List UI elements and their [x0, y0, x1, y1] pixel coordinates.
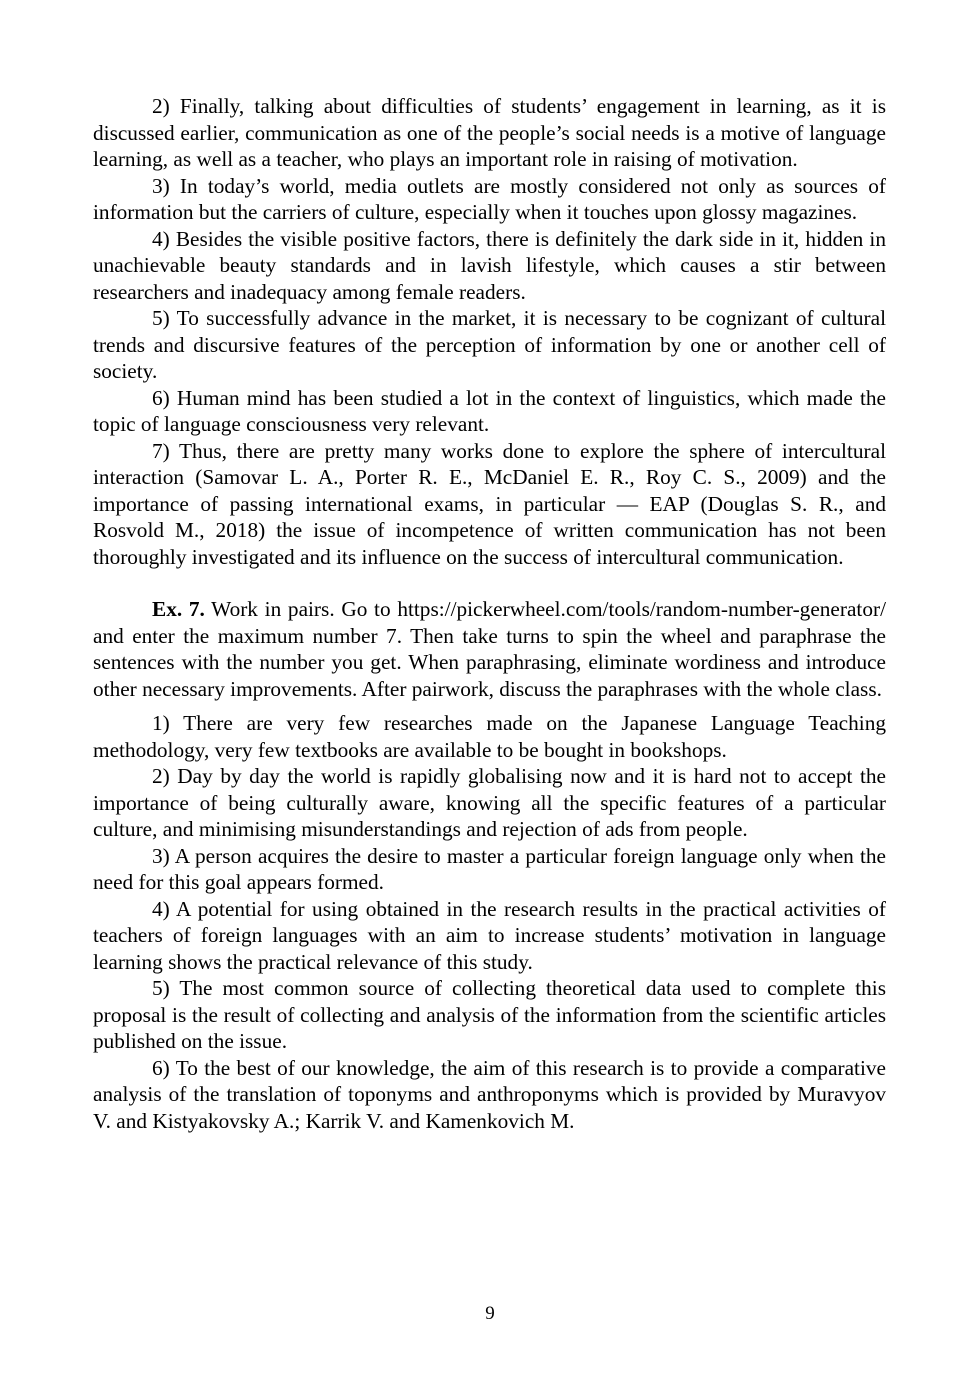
sentence-a-6: 6) Human mind has been studied a lot in the context of linguistics, which made the topic of language consciousness very relevant. [93, 385, 886, 436]
sentence-a-7: 7) Thus, there are pretty many works done to explore the sphere of intercultural interaction (Samovar L. A., Porter R. E., McDaniel E. R., Roy C. S., 2009) and the importance of passing international exams, in particular — EAP (Douglas S. R., and Rosvold M., 2018) the issue of incompetence of written communication has not been thoroughly investigated and its influence on the success of intercultural communication. [93, 438, 886, 569]
sentence-b-5: 5) The most common source of collecting theoretical data used to complete this proposal is the result of collecting and analysis of the information from the scientific articles published on the issue. [93, 976, 886, 1053]
sentence-a-3: 3) In today’s world, media outlets are mostly considered not only as sources of information but the carriers of culture, especially when it touches upon glossy magazines. [93, 173, 886, 224]
exercise-7-instructions [93, 596, 886, 702]
sentence-b-6: 6) To the best of our knowledge, the aim of this research is to provide a comparative analysis of the translation of toponyms and anthroponyms which is provided by Muravyov V. and Kistyakovsky A.; Karrik V. and Kamenkovich M. [93, 1055, 886, 1133]
sentence-a-5: 5) To successfully advance in the market, it is necessary to be cognizant of cultural trends and discursive features of the perception of information by one or another cell of society. [93, 306, 886, 383]
page-number: 9 [485, 1303, 495, 1324]
page-body [93, 93, 886, 1134]
sentence-list-a [93, 93, 886, 570]
exercise-label: Ex. 7. [152, 597, 205, 621]
sentence-list-b [93, 710, 886, 1134]
sentence-a-4: 4) Besides the visible positive factors, there is definitely the dark side in it, hidden in unachievable beauty standards and in lavish lifestyle, which causes a stir between researchers and inadequacy among female readers. [93, 226, 886, 304]
sentence-b-2: 2) Day by day the world is rapidly globalising now and it is hard not to accept the importance of being culturally aware, knowing all the specific features of a particular culture, and minimising misunderstandings and rejection of ads from people. [93, 764, 886, 841]
sentence-b-1: 1) There are very few researches made on the Japanese Language Teaching methodology, very few textbooks are available to be bought in bookshops. [93, 711, 886, 762]
exercise-text: Work in pairs. Go to https://pickerwheel.com/tools/random-number-generator/ and enter the maximum number 7. Then take turns to spin the wheel and paraphrase the sentences with the number you get. When paraphrasing, eliminate wordiness and introduce other necessary improvements. After pairwork, discuss the paraphrases with the whole class. [93, 597, 886, 701]
sentence-b-4: 4) A potential for using obtained in the research results in the practical activities of teachers of foreign languages with an aim to increase students’ motivation in language learning shows the practical relevance of this study. [93, 896, 886, 974]
sentence-a-2: 2) Finally, talking about difficulties of students’ engagement in learning, as it is discussed earlier, communication as one of the people’s social needs is a motive of language learning, as well as a teacher, who plays an important role in raising of motivation. [93, 94, 886, 171]
sentence-b-3: 3) A person acquires the desire to master a particular foreign language only when the need for this goal appears formed. [93, 843, 886, 894]
